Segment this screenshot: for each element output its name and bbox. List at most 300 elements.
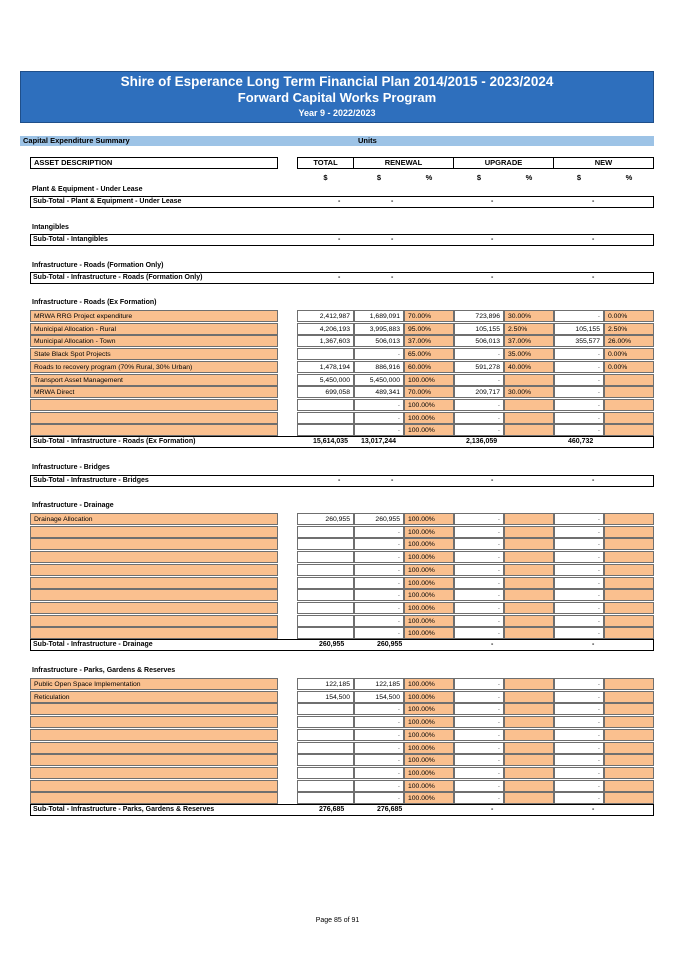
section-title-intangibles: Intangibles	[32, 224, 69, 231]
renewal-pct-cell[interactable]: 100.00%	[404, 627, 454, 639]
renewal-pct-cell[interactable]: 37.00%	[404, 335, 454, 347]
asset-desc-cell[interactable]	[30, 399, 278, 411]
renewal-pct-cell[interactable]: 70.00%	[404, 386, 454, 398]
subtotal-label: Sub-Total - Infrastructure - Parks, Gardens & Reserves	[33, 806, 215, 813]
upgrade-pct-cell[interactable]	[504, 691, 554, 703]
total-cell[interactable]	[297, 627, 354, 639]
upgrade-pct-cell[interactable]	[504, 716, 554, 728]
asset-desc-cell[interactable]	[30, 767, 278, 779]
upgrade-amount-cell[interactable]: -	[454, 742, 504, 754]
asset-desc-cell[interactable]: Municipal Allocation - Rural	[30, 323, 278, 335]
asset-desc-cell[interactable]	[30, 615, 278, 627]
renewal-amount-cell[interactable]: -	[354, 424, 404, 436]
upgrade-pct-cell[interactable]	[504, 399, 554, 411]
new-pct-cell[interactable]	[604, 589, 654, 601]
renewal-pct-cell[interactable]: 100.00%	[404, 602, 454, 614]
total-cell[interactable]: 1,367,603	[297, 335, 354, 347]
total-cell[interactable]	[297, 348, 354, 360]
asset-desc-cell[interactable]: State Black Spot Projects	[30, 348, 278, 360]
total-cell[interactable]	[297, 602, 354, 614]
renewal-pct-cell[interactable]: 100.00%	[404, 513, 454, 525]
total-cell[interactable]	[297, 716, 354, 728]
asset-description-header: ASSET DESCRIPTION	[30, 157, 278, 169]
renewal-amount-cell[interactable]: 260,955	[354, 513, 404, 525]
upgrade-pct-cell[interactable]	[504, 374, 554, 386]
subtotal-new: 460,732	[568, 438, 594, 445]
subtotal-renewal: -	[391, 236, 394, 243]
report-title: Shire of Esperance Long Term Financial Plan 2014/2015 - 2023/2024	[120, 74, 554, 89]
renewal-amount-cell[interactable]: -	[354, 716, 404, 728]
new-amount-cell[interactable]: -	[554, 754, 604, 766]
total-cell[interactable]	[297, 615, 354, 627]
subtotal-upgrade: -	[491, 274, 494, 281]
upgrade-amount-cell[interactable]: -	[454, 767, 504, 779]
new-amount-cell[interactable]: -	[554, 678, 604, 690]
new-pct-label: %	[625, 173, 633, 182]
total-cell[interactable]: 2,412,987	[297, 310, 354, 322]
renewal-amount-cell[interactable]: 1,689,091	[354, 310, 404, 322]
new-pct-cell[interactable]: 26.00%	[604, 335, 654, 347]
upgrade-pct-cell[interactable]	[504, 602, 554, 614]
new-amount-cell[interactable]: -	[554, 348, 604, 360]
asset-desc-cell[interactable]	[30, 792, 278, 804]
subtotal-row-plant	[30, 196, 654, 208]
asset-desc-cell[interactable]	[30, 729, 278, 741]
new-amount-cell[interactable]: -	[554, 780, 604, 792]
new-pct-cell[interactable]	[604, 513, 654, 525]
renewal-pct-cell[interactable]: 100.00%	[404, 615, 454, 627]
upgrade-dollar-label: $	[476, 173, 482, 182]
total-cell[interactable]	[297, 767, 354, 779]
total-header: TOTAL	[297, 157, 354, 169]
upgrade-amount-cell[interactable]: 723,896	[454, 310, 504, 322]
new-pct-cell[interactable]	[604, 742, 654, 754]
new-amount-cell[interactable]: -	[554, 386, 604, 398]
new-amount-cell[interactable]: -	[554, 691, 604, 703]
renewal-amount-cell[interactable]: -	[354, 627, 404, 639]
renewal-amount-cell[interactable]: -	[354, 754, 404, 766]
upgrade-amount-cell[interactable]: -	[454, 703, 504, 715]
total-cell[interactable]	[297, 780, 354, 792]
renewal-pct-cell[interactable]: 100.00%	[404, 538, 454, 550]
upgrade-amount-cell[interactable]: 591,278	[454, 361, 504, 373]
upgrade-amount-cell[interactable]: -	[454, 754, 504, 766]
new-amount-cell[interactable]: 355,577	[554, 335, 604, 347]
upgrade-amount-cell[interactable]: -	[454, 538, 504, 550]
upgrade-amount-cell[interactable]: -	[454, 691, 504, 703]
upgrade-amount-cell[interactable]: -	[454, 526, 504, 538]
asset-desc-cell[interactable]: MRWA Direct	[30, 386, 278, 398]
renewal-amount-cell[interactable]: -	[354, 577, 404, 589]
new-amount-cell[interactable]: -	[554, 729, 604, 741]
upgrade-pct-cell[interactable]	[504, 703, 554, 715]
renewal-pct-cell[interactable]: 100.00%	[404, 792, 454, 804]
upgrade-amount-cell[interactable]: -	[454, 564, 504, 576]
subtotal-upgrade: -	[491, 236, 494, 243]
renewal-amount-cell[interactable]: 3,995,883	[354, 323, 404, 335]
renewal-pct-cell[interactable]: 100.00%	[404, 691, 454, 703]
renewal-amount-cell[interactable]: 122,185	[354, 678, 404, 690]
renewal-pct-cell[interactable]: 100.00%	[404, 780, 454, 792]
upgrade-amount-cell[interactable]: -	[454, 615, 504, 627]
upgrade-amount-cell[interactable]: -	[454, 678, 504, 690]
total-cell[interactable]: 699,058	[297, 386, 354, 398]
summary-bar	[20, 136, 654, 146]
subtotal-row-drainage	[30, 639, 654, 651]
new-amount-cell[interactable]: -	[554, 742, 604, 754]
renewal-pct-cell[interactable]: 60.00%	[404, 361, 454, 373]
new-amount-cell[interactable]: -	[554, 424, 604, 436]
new-pct-cell[interactable]	[604, 627, 654, 639]
new-pct-cell[interactable]	[604, 703, 654, 715]
renewal-amount-cell[interactable]: -	[354, 703, 404, 715]
upgrade-pct-cell[interactable]	[504, 678, 554, 690]
subtotal-label: Sub-Total - Infrastructure - Roads (Formation Only)	[33, 274, 203, 281]
total-cell[interactable]	[297, 526, 354, 538]
new-amount-cell[interactable]: -	[554, 412, 604, 424]
subtotal-renewal: 260,955	[377, 641, 403, 648]
upgrade-pct-label: %	[525, 173, 533, 182]
upgrade-pct-cell[interactable]	[504, 513, 554, 525]
renewal-amount-cell[interactable]: -	[354, 564, 404, 576]
asset-desc-cell[interactable]: Drainage Allocation	[30, 513, 278, 525]
new-amount-cell[interactable]: -	[554, 399, 604, 411]
new-amount-cell[interactable]: -	[554, 589, 604, 601]
asset-desc-cell[interactable]	[30, 602, 278, 614]
new-pct-cell[interactable]	[604, 780, 654, 792]
upgrade-pct-cell[interactable]	[504, 742, 554, 754]
subtotal-total: -	[338, 274, 341, 281]
renewal-amount-cell[interactable]: 5,450,000	[354, 374, 404, 386]
new-pct-cell[interactable]	[604, 678, 654, 690]
new-pct-cell[interactable]	[604, 577, 654, 589]
renewal-amount-cell[interactable]: -	[354, 729, 404, 741]
summary-label: Capital Expenditure Summary	[23, 136, 130, 145]
asset-desc-cell[interactable]	[30, 538, 278, 550]
new-amount-cell[interactable]: -	[554, 577, 604, 589]
upgrade-amount-cell[interactable]: -	[454, 792, 504, 804]
renewal-pct-cell[interactable]: 95.00%	[404, 323, 454, 335]
upgrade-pct-cell[interactable]: 2.50%	[504, 323, 554, 335]
new-amount-cell[interactable]: 105,155	[554, 323, 604, 335]
total-cell[interactable]	[297, 551, 354, 563]
renewal-pct-cell[interactable]: 100.00%	[404, 716, 454, 728]
subtotal-label: Sub-Total - Plant & Equipment - Under Lease	[33, 198, 182, 205]
new-pct-cell[interactable]	[604, 615, 654, 627]
asset-desc-cell[interactable]	[30, 564, 278, 576]
total-cell[interactable]: 122,185	[297, 678, 354, 690]
upgrade-pct-cell[interactable]	[504, 792, 554, 804]
upgrade-amount-cell[interactable]: -	[454, 348, 504, 360]
subtotal-row-intangibles	[30, 234, 654, 246]
renewal-pct-cell[interactable]: 100.00%	[404, 767, 454, 779]
upgrade-pct-cell[interactable]: 30.00%	[504, 310, 554, 322]
new-pct-cell[interactable]	[604, 792, 654, 804]
renewal-pct-cell[interactable]: 100.00%	[404, 678, 454, 690]
total-cell[interactable]	[297, 792, 354, 804]
upgrade-pct-cell[interactable]	[504, 767, 554, 779]
renewal-pct-cell[interactable]: 100.00%	[404, 754, 454, 766]
upgrade-amount-cell[interactable]: -	[454, 399, 504, 411]
report-header	[20, 71, 654, 123]
renewal-header: RENEWAL	[354, 157, 454, 169]
total-dollar-label: $	[323, 173, 328, 182]
upgrade-pct-cell[interactable]	[504, 729, 554, 741]
total-cell[interactable]: 154,500	[297, 691, 354, 703]
upgrade-pct-cell[interactable]	[504, 424, 554, 436]
renewal-pct-cell[interactable]: 100.00%	[404, 564, 454, 576]
renewal-amount-cell[interactable]: -	[354, 526, 404, 538]
renewal-amount-cell[interactable]: -	[354, 348, 404, 360]
renewal-pct-cell[interactable]: 100.00%	[404, 412, 454, 424]
subtotal-renewal: 276,685	[377, 806, 403, 813]
subtotal-renewal: -	[391, 274, 394, 281]
new-amount-cell[interactable]: -	[554, 792, 604, 804]
upgrade-amount-cell[interactable]: -	[454, 729, 504, 741]
new-pct-cell[interactable]	[604, 729, 654, 741]
total-cell[interactable]	[297, 703, 354, 715]
upgrade-amount-cell[interactable]: -	[454, 602, 504, 614]
renewal-pct-cell[interactable]: 100.00%	[404, 589, 454, 601]
asset-desc-cell[interactable]: MRWA RRG Project expenditure	[30, 310, 278, 322]
renewal-amount-cell[interactable]: -	[354, 551, 404, 563]
upgrade-pct-cell[interactable]	[504, 551, 554, 563]
asset-desc-cell[interactable]	[30, 754, 278, 766]
new-header: NEW	[554, 157, 654, 169]
renewal-amount-cell[interactable]: 506,013	[354, 335, 404, 347]
renewal-pct-cell[interactable]: 100.00%	[404, 742, 454, 754]
upgrade-amount-cell[interactable]: -	[454, 716, 504, 728]
upgrade-amount-cell[interactable]: -	[454, 780, 504, 792]
subtotal-new: -	[592, 477, 595, 484]
asset-desc-cell[interactable]: Transport Asset Management	[30, 374, 278, 386]
asset-desc-cell[interactable]	[30, 742, 278, 754]
upgrade-amount-cell[interactable]: 105,155	[454, 323, 504, 335]
new-pct-cell[interactable]	[604, 386, 654, 398]
section-title-roads-formation: Infrastructure - Roads (Formation Only)	[32, 262, 164, 269]
asset-desc-cell[interactable]	[30, 526, 278, 538]
new-amount-cell[interactable]: -	[554, 374, 604, 386]
upgrade-amount-cell[interactable]: -	[454, 374, 504, 386]
renewal-amount-cell[interactable]: -	[354, 792, 404, 804]
new-pct-cell[interactable]	[604, 602, 654, 614]
renewal-amount-cell[interactable]: -	[354, 780, 404, 792]
upgrade-pct-cell[interactable]: 37.00%	[504, 335, 554, 347]
new-dollar-label: $	[576, 173, 582, 182]
subtotal-upgrade: -	[491, 641, 494, 648]
renewal-pct-cell[interactable]: 100.00%	[404, 729, 454, 741]
upgrade-pct-cell[interactable]: 30.00%	[504, 386, 554, 398]
subtotal-new: -	[592, 806, 595, 813]
new-pct-cell[interactable]	[604, 716, 654, 728]
total-cell[interactable]	[297, 589, 354, 601]
renewal-amount-cell[interactable]: -	[354, 412, 404, 424]
upgrade-pct-cell[interactable]	[504, 780, 554, 792]
renewal-pct-cell[interactable]: 70.00%	[404, 310, 454, 322]
new-amount-cell[interactable]: -	[554, 716, 604, 728]
new-amount-cell[interactable]: -	[554, 627, 604, 639]
renewal-pct-cell[interactable]: 100.00%	[404, 551, 454, 563]
total-cell[interactable]: 4,206,193	[297, 323, 354, 335]
asset-desc-cell[interactable]	[30, 577, 278, 589]
upgrade-pct-cell[interactable]: 40.00%	[504, 361, 554, 373]
renewal-amount-cell[interactable]: -	[354, 615, 404, 627]
new-pct-cell[interactable]	[604, 374, 654, 386]
asset-desc-cell[interactable]	[30, 780, 278, 792]
asset-desc-cell[interactable]	[30, 716, 278, 728]
asset-desc-cell[interactable]	[30, 551, 278, 563]
section-title-drainage: Infrastructure - Drainage	[32, 502, 114, 509]
subtotal-row-bridges	[30, 475, 654, 487]
new-amount-cell[interactable]: -	[554, 538, 604, 550]
new-pct-cell[interactable]: 0.00%	[604, 361, 654, 373]
new-pct-cell[interactable]	[604, 691, 654, 703]
total-cell[interactable]	[297, 577, 354, 589]
total-cell[interactable]	[297, 754, 354, 766]
upgrade-amount-cell[interactable]: 209,717	[454, 386, 504, 398]
section-title-parks: Infrastructure - Parks, Gardens & Reserves	[32, 667, 176, 674]
subtotal-upgrade: -	[491, 806, 494, 813]
upgrade-amount-cell[interactable]: -	[454, 424, 504, 436]
total-cell[interactable]	[297, 729, 354, 741]
new-amount-cell[interactable]: -	[554, 526, 604, 538]
subtotal-renewal: -	[391, 477, 394, 484]
subtotal-total: -	[338, 236, 341, 243]
subtotal-new: -	[592, 198, 595, 205]
total-cell[interactable]	[297, 564, 354, 576]
renewal-pct-cell[interactable]: 100.00%	[404, 424, 454, 436]
section-title-plant: Plant & Equipment - Under Lease	[32, 186, 143, 193]
renewal-pct-cell[interactable]: 100.00%	[404, 374, 454, 386]
new-pct-cell[interactable]: 0.00%	[604, 348, 654, 360]
subtotal-label: Sub-Total - Infrastructure - Drainage	[33, 641, 153, 648]
total-cell[interactable]: 5,450,000	[297, 374, 354, 386]
asset-desc-cell[interactable]	[30, 424, 278, 436]
upgrade-amount-cell[interactable]: -	[454, 627, 504, 639]
new-amount-cell[interactable]: -	[554, 513, 604, 525]
renewal-amount-cell[interactable]: 886,916	[354, 361, 404, 373]
new-pct-cell[interactable]	[604, 526, 654, 538]
upgrade-header: UPGRADE	[454, 157, 554, 169]
subtotal-label: Sub-Total - Infrastructure - Roads (Ex Formation)	[33, 438, 196, 445]
asset-desc-cell[interactable]	[30, 627, 278, 639]
subtotal-row-roads-formation	[30, 272, 654, 284]
subtotal-total: 260,955	[319, 641, 345, 648]
subtotal-renewal: 13,017,244	[361, 438, 397, 445]
subtotal-total: -	[338, 477, 341, 484]
renewal-amount-cell[interactable]: 489,341	[354, 386, 404, 398]
upgrade-pct-cell[interactable]	[504, 526, 554, 538]
upgrade-amount-cell[interactable]: 506,013	[454, 335, 504, 347]
new-amount-cell[interactable]: -	[554, 615, 604, 627]
upgrade-pct-cell[interactable]	[504, 577, 554, 589]
upgrade-amount-cell[interactable]: -	[454, 513, 504, 525]
renewal-pct-cell[interactable]: 100.00%	[404, 577, 454, 589]
new-amount-cell[interactable]: -	[554, 767, 604, 779]
new-amount-cell[interactable]: -	[554, 703, 604, 715]
renewal-pct-cell[interactable]: 100.00%	[404, 703, 454, 715]
subtotal-renewal: -	[391, 198, 394, 205]
asset-desc-cell[interactable]: Municipal Allocation - Town	[30, 335, 278, 347]
total-cell[interactable]: 260,955	[297, 513, 354, 525]
report-year: Year 9 - 2022/2023	[298, 108, 376, 118]
new-amount-cell[interactable]: -	[554, 310, 604, 322]
total-cell[interactable]	[297, 424, 354, 436]
upgrade-pct-cell[interactable]	[504, 412, 554, 424]
subtotal-upgrade: -	[491, 198, 494, 205]
upgrade-amount-cell[interactable]: -	[454, 412, 504, 424]
total-cell[interactable]	[297, 399, 354, 411]
new-pct-cell[interactable]	[604, 412, 654, 424]
section-title-roads-ex-formation: Infrastructure - Roads (Ex Formation)	[32, 299, 157, 306]
asset-desc-cell[interactable]: Public Open Space Implementation	[30, 678, 278, 690]
total-cell[interactable]	[297, 742, 354, 754]
total-cell[interactable]: 1,478,194	[297, 361, 354, 373]
upgrade-amount-cell[interactable]: -	[454, 589, 504, 601]
new-pct-cell[interactable]: 0.00%	[604, 310, 654, 322]
new-amount-cell[interactable]: -	[554, 564, 604, 576]
asset-desc-cell[interactable]	[30, 589, 278, 601]
new-pct-cell[interactable]	[604, 564, 654, 576]
new-pct-cell[interactable]	[604, 551, 654, 563]
asset-desc-cell[interactable]: Reticulation	[30, 691, 278, 703]
upgrade-pct-cell[interactable]: 35.00%	[504, 348, 554, 360]
upgrade-pct-cell[interactable]	[504, 754, 554, 766]
upgrade-pct-cell[interactable]	[504, 589, 554, 601]
subtotal-new: -	[592, 236, 595, 243]
new-pct-cell[interactable]	[604, 767, 654, 779]
new-amount-cell[interactable]: -	[554, 602, 604, 614]
new-amount-cell[interactable]: -	[554, 551, 604, 563]
renewal-amount-cell[interactable]: -	[354, 589, 404, 601]
upgrade-amount-cell[interactable]: -	[454, 551, 504, 563]
renewal-amount-cell[interactable]: -	[354, 399, 404, 411]
total-cell[interactable]	[297, 538, 354, 550]
new-pct-cell[interactable]: 2.50%	[604, 323, 654, 335]
asset-desc-cell[interactable]	[30, 703, 278, 715]
upgrade-pct-cell[interactable]	[504, 564, 554, 576]
renewal-amount-cell[interactable]: -	[354, 602, 404, 614]
renewal-pct-cell[interactable]: 100.00%	[404, 526, 454, 538]
subtotal-row-roads-ex-formation	[30, 436, 654, 448]
renewal-amount-cell[interactable]: -	[354, 767, 404, 779]
renewal-dollar-label: $	[376, 173, 382, 182]
renewal-pct-cell[interactable]: 65.00%	[404, 348, 454, 360]
asset-desc-cell[interactable]: Roads to recovery program (70% Rural, 30% Urban)	[30, 361, 278, 373]
subtotal-upgrade: -	[491, 477, 494, 484]
upgrade-pct-cell[interactable]	[504, 615, 554, 627]
subtotal-upgrade: 2,136,059	[466, 438, 498, 445]
subtotal-row-parks	[30, 804, 654, 816]
new-pct-cell[interactable]	[604, 424, 654, 436]
new-pct-cell[interactable]	[604, 538, 654, 550]
new-pct-cell[interactable]	[604, 754, 654, 766]
renewal-pct-cell[interactable]: 100.00%	[404, 399, 454, 411]
renewal-amount-cell[interactable]: -	[354, 538, 404, 550]
upgrade-amount-cell[interactable]: -	[454, 577, 504, 589]
total-cell[interactable]	[297, 412, 354, 424]
new-pct-cell[interactable]	[604, 399, 654, 411]
page-number: Page 85 of 91	[315, 917, 360, 924]
subtotal-label: Sub-Total - Intangibles	[33, 236, 108, 243]
upgrade-pct-cell[interactable]	[504, 538, 554, 550]
asset-desc-cell[interactable]	[30, 412, 278, 424]
renewal-amount-cell[interactable]: -	[354, 742, 404, 754]
new-amount-cell[interactable]: -	[554, 361, 604, 373]
renewal-pct-label: %	[425, 173, 433, 182]
upgrade-pct-cell[interactable]	[504, 627, 554, 639]
renewal-amount-cell[interactable]: 154,500	[354, 691, 404, 703]
